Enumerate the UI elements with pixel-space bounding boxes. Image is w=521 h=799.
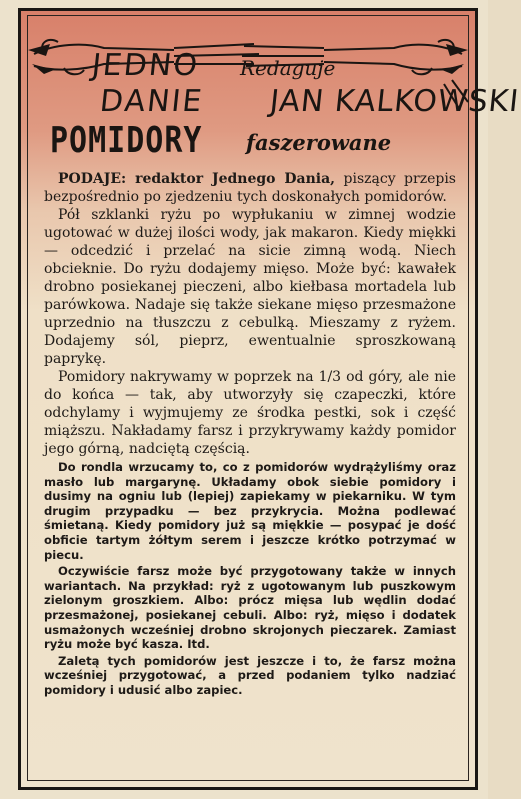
header-redaguje: Redaguje xyxy=(240,56,336,80)
paragraph-2: Pomidory nakrywamy w poprzek na 1/3 od góry, ale nie do końca — tak, aby utworzyły się czapeczki, które odchylamy i wyjmujemy ze środka pestki, sok i część miąższu. Nakładamy farsz i przykrywamy każdy pomidor jego górną, nadciętą częścią. xyxy=(44,369,456,457)
lead-label: PODAJE: redaktor Jednego Dania, xyxy=(58,171,336,187)
paragraph-1: Pół szklanki ryżu po wypłukaniu w zimnej wodzie ugotować w dużej ilości wody, jak makaron. Kiedy miękki — odcedzić i przelać na sicie zimną wodą. Niech obcieknie. Do ryżu dodajemy mięso. Może być: kawałek drobno posiekanej pieczeni, albo kiełbasa mortadela lub parówkowa. Nadaje się także siekane mięso przesmażone uprzednio na tłuszczu z cebulką. Mieszamy z ryżem. Dodajemy sól, pieprz, ewentualnie sproszkowaną paprykę. xyxy=(44,207,456,367)
lead-text: piszący przepis bezpośrednio po zjedzeniu tych doskonałych pomidorów. xyxy=(44,171,456,205)
lead-paragraph xyxy=(44,170,456,206)
paragraph-5: Zaletą tych pomidorów jest jeszcze i to, że farsz można wcześniej przygotować, a przed podaniem tylko nadziać pomidory i udusić albo zapiec. xyxy=(44,653,456,697)
article-title: POMIDORY xyxy=(50,120,203,162)
paragraph-4: Oczywiście farsz może być przygotowany także w innych wariantach. Na przykład: ryż z ugotowanym lub puszkowym zielonym groszkiem. Albo: prócz mięsa lub wędlin dodać przesmażonej, posiekanej cebuli. Albo: ryż, mięso i dodatek usmażonych wcześniej drobno skrojonych pieczarek. Zamiast ryżu może być kasza. Itd. xyxy=(44,564,456,652)
article-subtitle: faszerowane xyxy=(246,130,392,155)
paragraph-3: Do rondla wrzucamy to, co z pomidorów wydrążyliśmy oraz masło lub margarynę. Układamy obok siebie pomidory i dusimy na ogniu lub (lepiej) zapiekamy w piekarniku. W tym drugim przypadku — bez przykrycia. Można podlewać śmietaną. Kiedy pomidory już są miękkie — posypać je dość obficie tartym żółtym serem i jeszcze krótko potrzymać w piecu. xyxy=(44,460,456,562)
article-body xyxy=(44,170,456,698)
header-word-danie: DANIE xyxy=(98,84,206,119)
header-author: JAN KALKOWSKI xyxy=(268,84,521,119)
header-word-jedno: JEDNO xyxy=(90,48,201,83)
